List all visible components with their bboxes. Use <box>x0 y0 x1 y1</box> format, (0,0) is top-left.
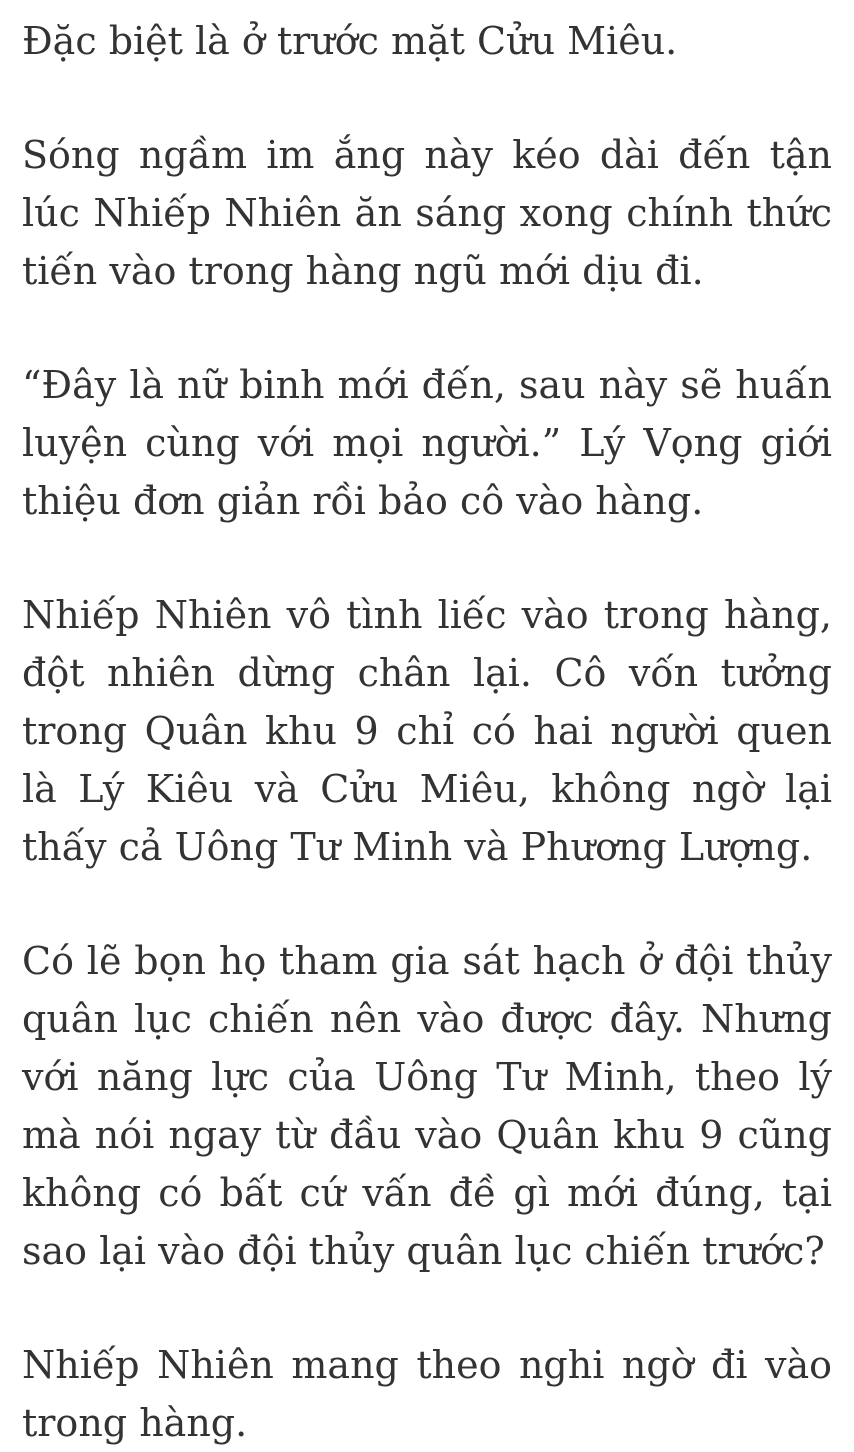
paragraph: “Đây là nữ binh mới đến, sau này sẽ huấn luyện cùng với mọi người.” Lý Vọng giới thiệu đơn giản rồi bảo cô vào hàng. <box>22 363 832 523</box>
paragraph: Nhiếp Nhiên mang theo nghi ngờ đi vào trong hàng. <box>22 1343 832 1445</box>
paragraph: Đặc biệt là ở trước mặt Cửu Miêu. <box>22 19 678 63</box>
paragraph: Sóng ngầm im ắng này kéo dài đến tận lúc Nhiếp Nhiên ăn sáng xong chính thức tiến vào trong hàng ngũ mới dịu đi. <box>22 133 832 293</box>
paragraph: Nhiếp Nhiên vô tình liếc vào trong hàng, đột nhiên dừng chân lại. Cô vốn tưởng trong Quân khu 9 chỉ có hai người quen là Lý Kiêu và Cửu Miêu, không ngờ lại thấy cả Uông Tư Minh và Phương Lượng. <box>22 593 832 869</box>
reader-page <box>22 12 832 1452</box>
paragraph: Có lẽ bọn họ tham gia sát hạch ở đội thủy quân lục chiến nên vào được đây. Nhưng với năng lực của Uông Tư Minh, theo lý mà nói ngay từ đầu vào Quân khu 9 cũng không có bất cứ vấn đề gì mới đúng, tại sao lại vào đội thủy quân lục chiến trước? <box>22 939 832 1273</box>
